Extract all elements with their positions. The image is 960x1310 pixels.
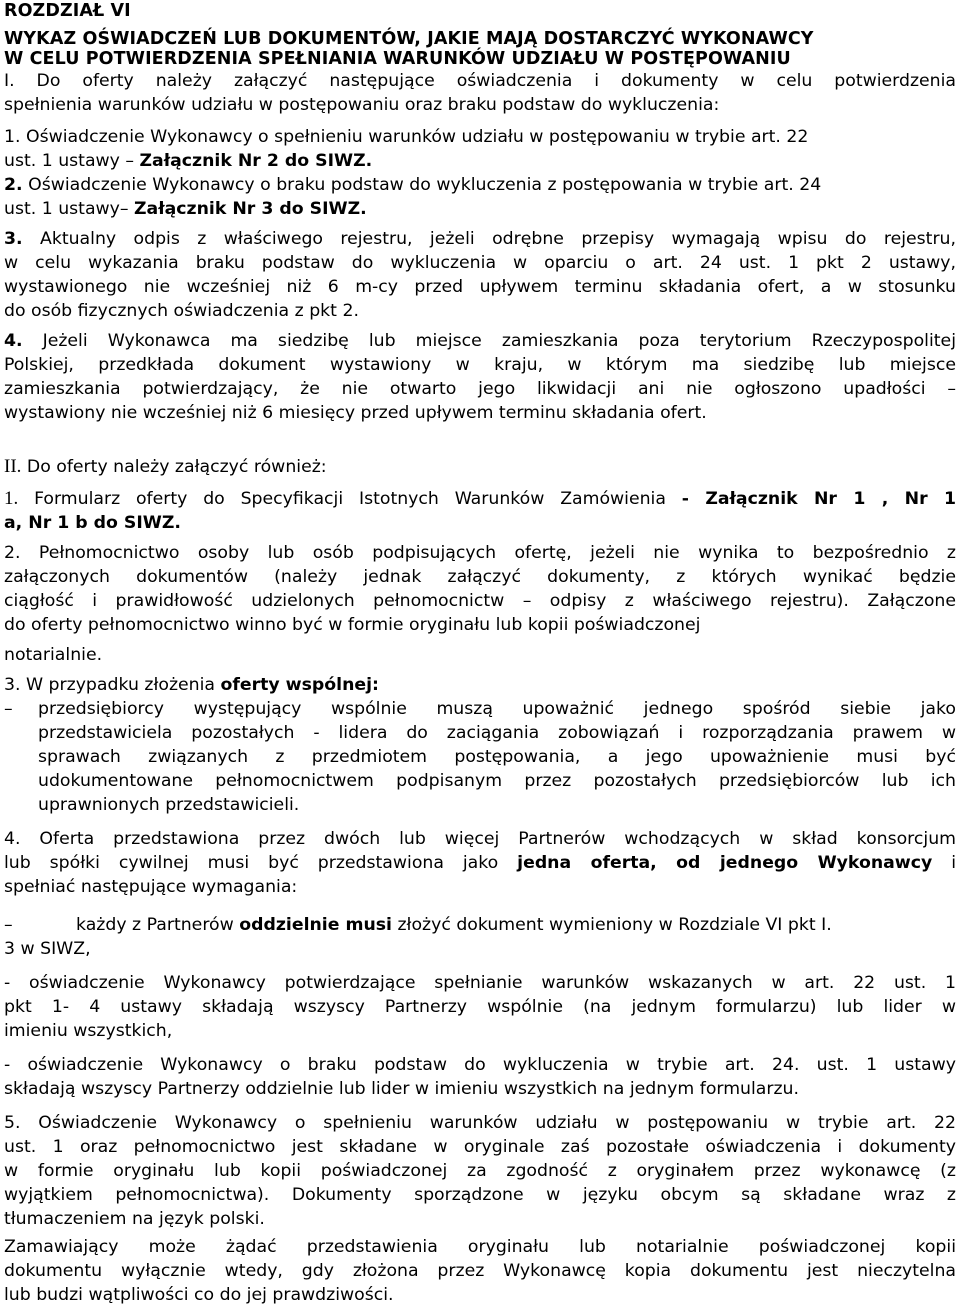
s2-bullet2-line-2: pkt 1- 4 ustawy składają wszyscy Partnerzy wspólnie (na jednym formularzu) lub lider w [4, 997, 956, 1017]
s2-point5-line-1: 5. Oświadczenie Wykonawcy o spełnieniu warunków udziału w postępowaniu w trybie art. 22 [4, 1113, 956, 1133]
s2-bullet2-line-3: imieniu wszystkich, [4, 1021, 173, 1041]
s2-point4-bold: jedna oferta, od jednego Wykonawcy [517, 853, 933, 873]
s2-note-line-1: Zamawiający może żądać przedstawienia oryginału lub notarialnie poświadczonej kopii [4, 1237, 956, 1257]
s1-point4-line-2: Polskiej, przedkłada dokument wystawiony w kraju, w którym ma siedzibę lub miejsce [4, 355, 956, 375]
s2-point1-line-2: a, Nr 1 b do SIWZ. [4, 513, 181, 533]
s2-bullet1-line-1 [76, 914, 832, 936]
s2-point5-line-5: tłumaczeniem na język polski. [4, 1209, 265, 1229]
s1-point3-line-4: do osób fizycznych oświadczenia z pkt 2. [4, 301, 359, 321]
s2-point3-line-5: uprawnionych przedstawicieli. [38, 795, 300, 815]
s2-bullet3-line-1: - oświadczenie Wykonawcy o braku podstaw do wykluczenia w trybie art. 24. ust. 1 ustawy [4, 1055, 956, 1075]
s2-bullet1-text: każdy z Partnerów [76, 915, 240, 935]
s2-point2-line-5: notarialnie. [4, 645, 103, 665]
s1-point3-text: Aktualny odpis z właściwego rejestru, jeżeli odrębne przepisy wymagają wpisu do rejestru, [22, 229, 956, 249]
s2-point2-line-1: 2. Pełnomocnictwo osoby lub osób podpisujących ofertę, jeżeli nie wynika to bezpośrednio z [4, 543, 956, 563]
section1-intro-line-2: spełnienia warunków udziału w postępowaniu oraz braku podstaw do wykluczenia: [4, 95, 720, 115]
s2-point4-line-2 [4, 852, 956, 874]
s1-point2-text-2: ust. 1 ustawy– [4, 199, 135, 219]
s1-point4-line-4: wystawiony nie wcześniej niż 6 miesięcy przed upływem terminu składania ofert. [4, 403, 707, 423]
s1-point3-number: 3. [4, 229, 23, 249]
chapter-heading: ROZDZIAŁ VI [4, 1, 131, 21]
s2-note-line-2: dokumentu wyłącznie wtedy, gdy złożona przez Wykonawcę kopia dokumentu jest nieczytelna [4, 1261, 956, 1281]
section2-roman: II. [4, 456, 22, 477]
s2-point3-line-2: przedstawiciela pozostałych - lidera do zaciągania zobowiązań i rozporządzania prawem w [38, 723, 956, 743]
s1-point1-annex: Załącznik Nr 2 do SIWZ. [139, 151, 373, 171]
s1-point3-line-1 [4, 228, 956, 250]
s2-bullet1-bold: oddzielnie musi [239, 915, 392, 935]
s2-point3-line-3: sprawach związanych z przedmiotem postępowania, a jego upoważnienie musi być [38, 747, 956, 767]
s1-point1-text: ust. 1 ustawy – [4, 151, 140, 171]
s1-point3-line-2: w celu wykazania braku podstaw do wykluczenia w oparciu o art. 24 ust. 1 pkt 2 ustawy, [4, 253, 956, 273]
s1-point4-line-3: zamieszkania potwierdzający, że nie otwarto jego likwidacji ani nie ogłoszono upadłości – [4, 379, 956, 399]
section2-intro-text: Do oferty należy załączyć również: [21, 457, 327, 477]
s2-point3-dash: – [4, 699, 13, 719]
s1-point2-number: 2. [4, 175, 23, 195]
s1-point1-line-1: 1. Oświadczenie Wykonawcy o spełnieniu warunków udziału w postępowaniu w trybie art. 22 [4, 127, 809, 147]
s1-point2-text: Oświadczenie Wykonawcy o braku podstaw do wykluczenia z postępowania w trybie art. 24 [22, 175, 822, 195]
s2-bullet1-text-end: złożyć dokument wymieniony w Rozdziale VI pkt I. [391, 915, 832, 935]
s1-point1-line-2 [4, 150, 372, 172]
s1-point3-line-3: wystawionego nie wcześniej niż 6 m-cy przed upływem terminu składania ofert, a w stosunku [4, 277, 956, 297]
s1-point2-line-2 [4, 198, 367, 220]
s2-bullet2-line-1: - oświadczenie Wykonawcy potwierdzające spełnianie warunków wskazanych w art. 22 ust. 1 [4, 973, 956, 993]
s2-bullet1-dash: – [4, 915, 13, 935]
s2-point4-line-1: 4. Oferta przedstawiona przez dwóch lub więcej Partnerów wchodzących w skład konsorcjum [4, 829, 956, 849]
s1-point2-line-1 [4, 174, 821, 196]
s2-bullet3-line-2: składają wszyscy Partnerzy oddzielnie lub lider w imieniu wszystkich na jednym formularzu. [4, 1079, 799, 1099]
s2-point5-line-2: ust. 1 oraz pełnomocnictwo jest składane w oryginale zaś pozostałe oświadczenia i dokumenty [4, 1137, 956, 1157]
s2-point3-joint-offer: oferty wspólnej: [220, 675, 379, 695]
s2-point3-line-4: udokumentowane pełnomocnictwem podpisanym przez pozostałych przedsiębiorców lub ich [38, 771, 956, 791]
s2-point4-line-3: spełniać następujące wymagania: [4, 877, 298, 897]
s2-point2-line-2: załączonych dokumentów (należy jednak załączyć dokumenty, z których wynikać będzie [4, 567, 956, 587]
s1-point4-text: Jeżeli Wykonawca ma siedzibę lub miejsce zamieszkania poza terytorium Rzeczypospolitej [22, 331, 956, 351]
s2-point2-line-4: do oferty pełnomocnictwo winno być w formie oryginału lub kopii poświadczonej [4, 615, 701, 635]
s2-bullet1-line-2: 3 w SIWZ, [4, 939, 91, 959]
s1-point2-annex: Załącznik Nr 3 do SIWZ. [134, 199, 367, 219]
s2-point3-heading [4, 674, 379, 696]
s1-point4-number: 4. [4, 331, 23, 351]
s2-point1-number: 1. [4, 488, 19, 509]
s2-point3-text: 3. W przypadku złożenia [4, 675, 221, 695]
s2-point4-text-end: i [932, 853, 957, 873]
section2-intro [4, 456, 327, 478]
s2-point1-line-1 [4, 488, 956, 510]
s2-note-line-3: lub budzi wątpliwości co do jej prawdziwości. [4, 1285, 394, 1305]
s2-point1-annex: - Załącznik Nr 1 , Nr 1 [681, 489, 956, 509]
s2-point1-text: Formularz oferty do Specyfikacji Istotnych Warunków Zamówienia [18, 489, 682, 509]
section1-intro-line-1: I. Do oferty należy załączyć następujące oświadczenia i dokumenty w celu potwierdzenia [4, 71, 956, 91]
s2-point4-text: lub spółki cywilnej musi być przedstawiona jako [4, 853, 518, 873]
s1-point4-line-1 [4, 330, 956, 352]
s2-point3-line-1: przedsiębiorcy występujący wspólnie muszą upoważnić jednego spośród siebie jako [38, 699, 956, 719]
title-line-2: W CELU POTWIERDZENIA SPEŁNIANIA WARUNKÓW UDZIAŁU W POSTĘPOWANIU [4, 49, 791, 69]
title-line-1: WYKAZ OŚWIADCZEŃ LUB DOKUMENTÓW, JAKIE MAJĄ DOSTARCZYĆ WYKONAWCY [4, 29, 814, 49]
s2-point2-line-3: ciągłość i prawidłowość udzielonych pełnomocnictw – odpisy z właściwego rejestru). Załączone [4, 591, 956, 611]
s2-point5-line-4: wyjątkiem pełnomocnictwa). Dokumenty sporządzone w języku obcym są składane wraz z [4, 1185, 956, 1205]
s2-point5-line-3: w formie oryginału lub kopii poświadczonej za zgodność z oryginałem przez wykonawcę (z [4, 1161, 956, 1181]
